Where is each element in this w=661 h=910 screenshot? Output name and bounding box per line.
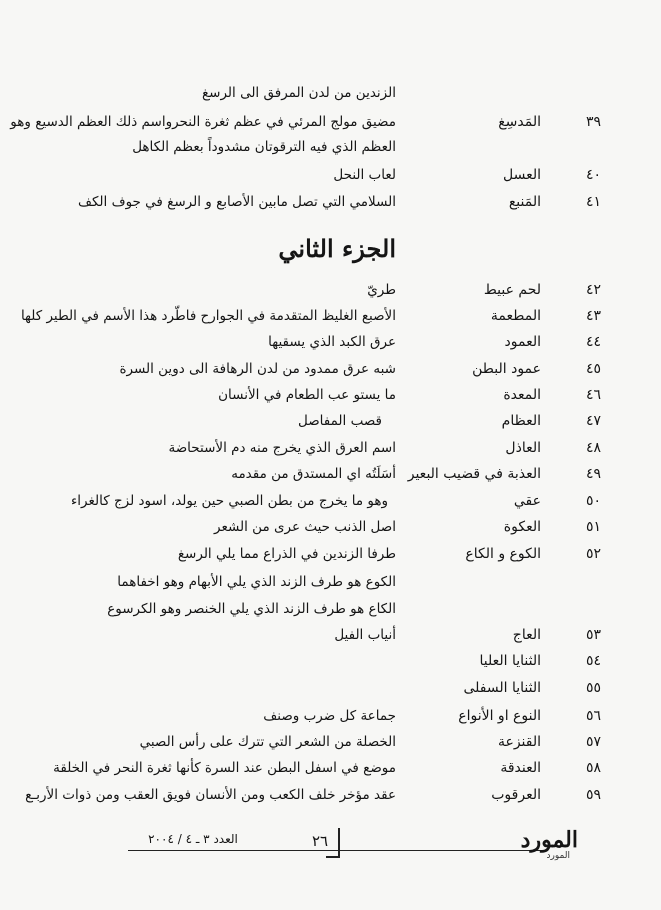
entry-definition: لعاب النحل <box>333 167 396 183</box>
entry-row <box>0 382 661 408</box>
issue-label: العدد ٣ ـ ٤ / ٢٠٠٤ <box>148 832 238 846</box>
entry-number: ٤٤ <box>585 334 601 350</box>
entry-number: ٥٨ <box>585 760 601 776</box>
entry-definition: الأصبع الغليظ المتقدمة في الجوارح فاطّرد هذا الأسم في الطير كلها <box>20 308 396 324</box>
entry-term: العاذل <box>505 440 541 456</box>
entry-row <box>0 356 661 382</box>
entry-number: ٣٩ <box>585 114 601 130</box>
entry-number: ٥٠ <box>585 493 601 509</box>
entry-definition: طرفا الزندين في الذراع مما يلي الرسغ <box>177 546 396 562</box>
entry-number: ٥٢ <box>585 546 601 562</box>
entry-term: العندقة <box>500 760 541 776</box>
entry-term: العمود <box>504 334 541 350</box>
entry-row <box>0 329 661 355</box>
entry-term: العذبة في قضيب البعير <box>407 466 541 482</box>
entry-number: ٥٧ <box>585 734 601 750</box>
entry-term: الثنايا السفلى <box>463 680 541 696</box>
entry-definition: اسم العرق الذي يخرج منه دم الأستحاضة <box>168 440 396 456</box>
entry-number: ٥٥ <box>585 680 601 696</box>
entry-row <box>0 303 661 329</box>
entry-definition: الخصلة من الشعر التي تترك على رأس الصبي <box>139 734 396 750</box>
entry-definition: وهو ما يخرج من بطن الصبي حين يولد، اسود لزج كالغراء <box>70 493 388 509</box>
entry-term: القنزعة <box>497 734 541 750</box>
entry-term: العسل <box>502 167 541 183</box>
entry-row <box>0 461 661 487</box>
journal-logo <box>508 828 578 868</box>
entry-row <box>0 622 661 648</box>
entry-row <box>0 755 661 781</box>
entry-definition: أسَلَتُه اي المستدق من مقدمه <box>231 466 396 482</box>
entry-number: ٤٦ <box>585 387 601 403</box>
entry-row <box>0 514 661 540</box>
logo-title: المورد <box>520 827 578 853</box>
entry-definition: شبه عرق ممدود من لدن الرهافة الى دوين السرة <box>119 361 396 377</box>
entry-definition: قصب المفاصل <box>297 413 382 429</box>
entry-number: ٤٥ <box>585 361 601 377</box>
entry-number: ٤١ <box>585 194 601 210</box>
entry-number: ٤٩ <box>585 466 601 482</box>
entry-term: المَدسِغ <box>498 114 541 130</box>
entry-term: العكوة <box>503 519 541 535</box>
entry-row <box>0 277 661 303</box>
entry-number: ٤٠ <box>585 167 601 183</box>
entry-definition: جماعة كل ضرب وصنف <box>263 708 396 724</box>
entry-number: ٥١ <box>585 519 601 535</box>
entry-definition: اصل الذنب حيث عرى من الشعر <box>214 519 396 535</box>
entry-term: المطعمة <box>490 308 541 324</box>
entry-term: الكوع و الكاع <box>465 546 541 562</box>
entry-row <box>0 648 661 674</box>
entry-row <box>0 541 661 567</box>
entry-row <box>0 569 661 595</box>
entry-definition: العظم الذي فيه الترقوتان مشدوداً بعظم الكاهل <box>132 139 396 155</box>
entry-number: ٤٧ <box>585 413 601 429</box>
entry-number: ٥٤ <box>585 653 601 669</box>
entry-term: العرقوب <box>491 787 541 803</box>
entry-term: عقي <box>513 493 541 509</box>
entry-definition: ما يستو عب الطعام في الأنسان <box>218 387 396 403</box>
entry-term: العظام <box>501 413 541 429</box>
entry-number: ٤٢ <box>585 282 601 298</box>
entry-term: العاج <box>512 627 541 643</box>
entry-number: ٥٦ <box>585 708 601 724</box>
entry-term: المَنبع <box>508 194 541 210</box>
entry-row <box>0 675 661 701</box>
entry-row <box>0 596 661 622</box>
entry-definition: الكوع هو طرف الزند الذي يلي الأبهام وهو اخفاهما <box>117 574 396 590</box>
entry-row <box>0 189 661 215</box>
entry-definition: الكاع هو طرف الزند الذي يلي الخنصر وهو الكرسوع <box>107 601 396 617</box>
page-number: ٢٦ <box>311 832 329 850</box>
entry-number: ٤٣ <box>585 308 601 324</box>
entry-definition: الزندين من لدن المرفق الى الرسغ <box>201 85 396 101</box>
entry-definition: طريّ <box>367 282 396 298</box>
entry-number: ٤٨ <box>585 440 601 456</box>
entry-row <box>0 488 661 514</box>
entry-definition: أنياب الفيل <box>334 627 396 643</box>
entry-row <box>0 162 661 188</box>
entry-row <box>0 782 661 808</box>
entry-number: ٥٩ <box>585 787 601 803</box>
entry-term: الثنايا العليا <box>479 653 541 669</box>
logo-subtitle: المورد <box>546 851 570 861</box>
entry-definition: عرق الكبد الذي يسقيها <box>268 334 396 350</box>
entry-row <box>0 703 661 729</box>
entry-row <box>0 435 661 461</box>
entry-definition: السلامي التي تصل مابين الأصابع و الرسغ في جوف الكف <box>77 194 396 210</box>
entry-number: ٥٣ <box>585 627 601 643</box>
entry-row <box>0 729 661 755</box>
entry-term: لحم عبيط <box>483 282 541 298</box>
entry-row <box>0 80 661 106</box>
entry-term: المعدة <box>503 387 541 403</box>
entry-row <box>0 109 661 135</box>
entry-row <box>0 408 661 434</box>
section-heading: الجزء الثاني <box>278 234 396 263</box>
entry-term: عمود البطن <box>472 361 541 377</box>
entry-definition: عقد مؤخر خلف الكعب ومن الأنسان فويق العقب ومن ذوات الأربـع <box>25 787 396 803</box>
entry-definition: موضع في اسفل البطن عند السرة كأنها ثغرة النحر في الخلقة <box>53 760 396 776</box>
entry-term: النوع او الأنواع <box>458 708 541 724</box>
entry-row <box>0 134 661 160</box>
entry-definition: مضيق مولج المرئي في عظم ثغرة النحرواسم ذلك العظم الدسيع وهو <box>10 114 396 130</box>
